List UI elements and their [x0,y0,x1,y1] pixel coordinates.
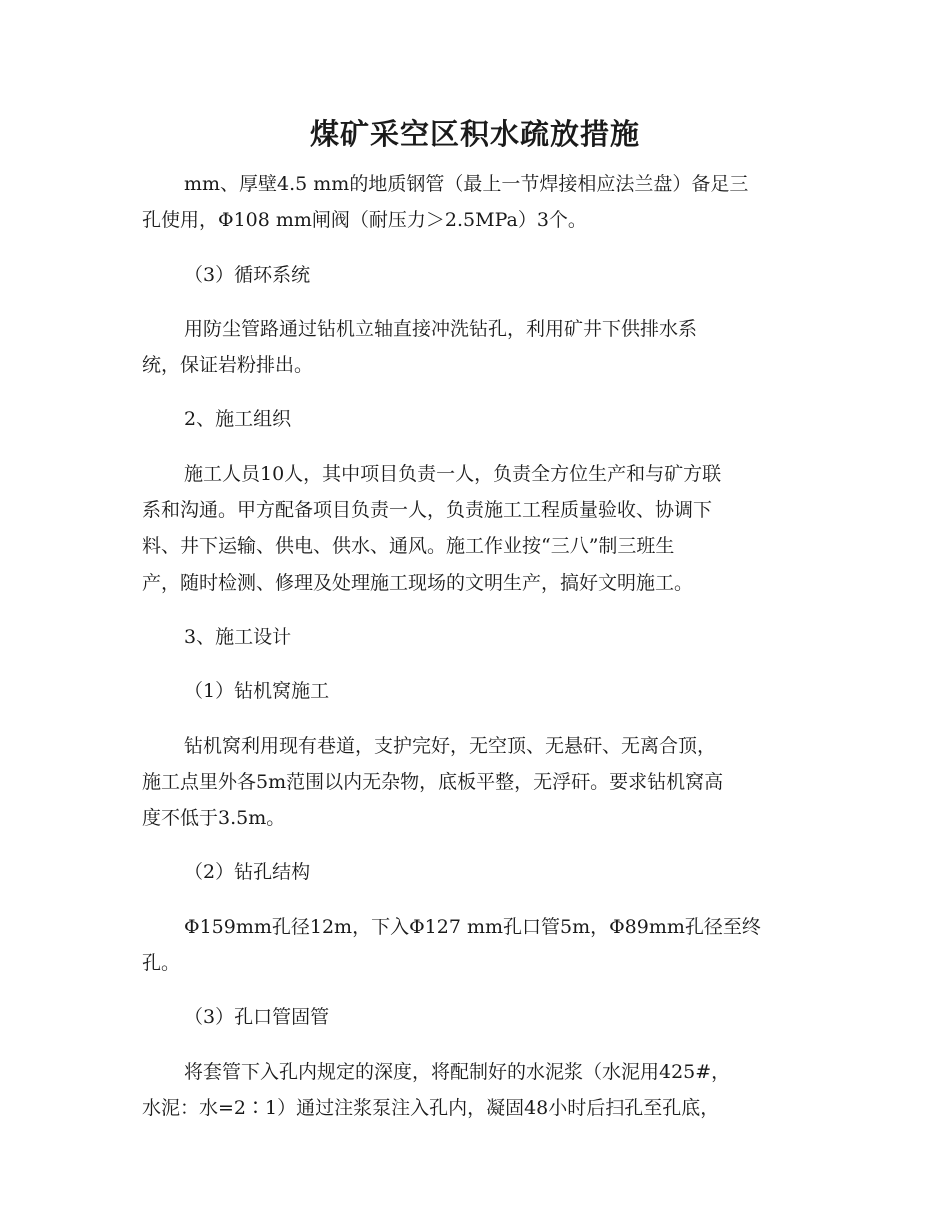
paragraph-line: 统，保证岩粉排出。 [142,354,314,377]
paragraph-line: 系和沟通。甲方配备项目负责一人，负责施工工程质量验收、协调下 [142,499,713,522]
paragraph [142,166,807,239]
paragraph-line: Φ159mm孔径12m，下入Φ127 mm孔口管5m，Φ89mm孔径至终 [184,915,761,938]
paragraph-line: 施工人员10人，其中项目负责一人，负责全方位生产和与矿方联 [184,462,722,485]
section-heading: （2）钻孔结构 [184,861,311,884]
paragraph [142,728,807,837]
paragraph-line: 施工点里外各5m范围以内无杂物，底板平整，无浮矸。要求钻机窝高 [142,770,724,793]
document-body [142,166,807,1144]
paragraph-line: 钻机窝利用现有巷道，支护完好，无空顶、无悬矸、无离合顶， [184,734,717,757]
section-heading: （3）循环系统 [184,263,311,286]
paragraph-line: 产，随时检测、修理及处理施工现场的文明生产，搞好文明施工。 [142,571,694,594]
paragraph-line: 孔使用，Φ108 mm闸阀（耐压力＞2.5MPa）3个。 [142,209,587,232]
paragraph-line: 孔。 [142,952,181,975]
paragraph-line: 用防尘管路通过钻机立轴直接冲洗钻孔，利用矿井下供排水系 [184,317,698,340]
paragraph-line: 料、井下运输、供电、供水、通风。施工作业按“三八”制三班生 [142,535,675,558]
paragraph [142,1054,807,1127]
paragraph-line: 度不低于3.5m。 [142,807,286,830]
section-heading: （1）钻机窝施工 [184,680,330,703]
paragraph [142,909,807,982]
section-heading: 2、施工组织 [184,408,292,431]
paragraph-line: 将套管下入孔内规定的深度，将配制好的水泥浆（水泥用425#， [184,1060,731,1083]
document-title: 煤矿采空区积水疏放措施 [309,117,640,151]
paragraph [142,311,807,384]
paragraph [142,456,807,601]
section-heading: 3、施工设计 [184,625,292,648]
section-heading: （3）孔口管固管 [184,1006,330,1029]
paragraph-line: mm、厚壁4.5 mm的地质钢管（最上一节焊接相应法兰盘）备足三 [184,173,749,195]
paragraph-line: 水泥：水=2∶1）通过注浆泵注入孔内，凝固48小时后扫孔至孔底， [142,1096,720,1119]
